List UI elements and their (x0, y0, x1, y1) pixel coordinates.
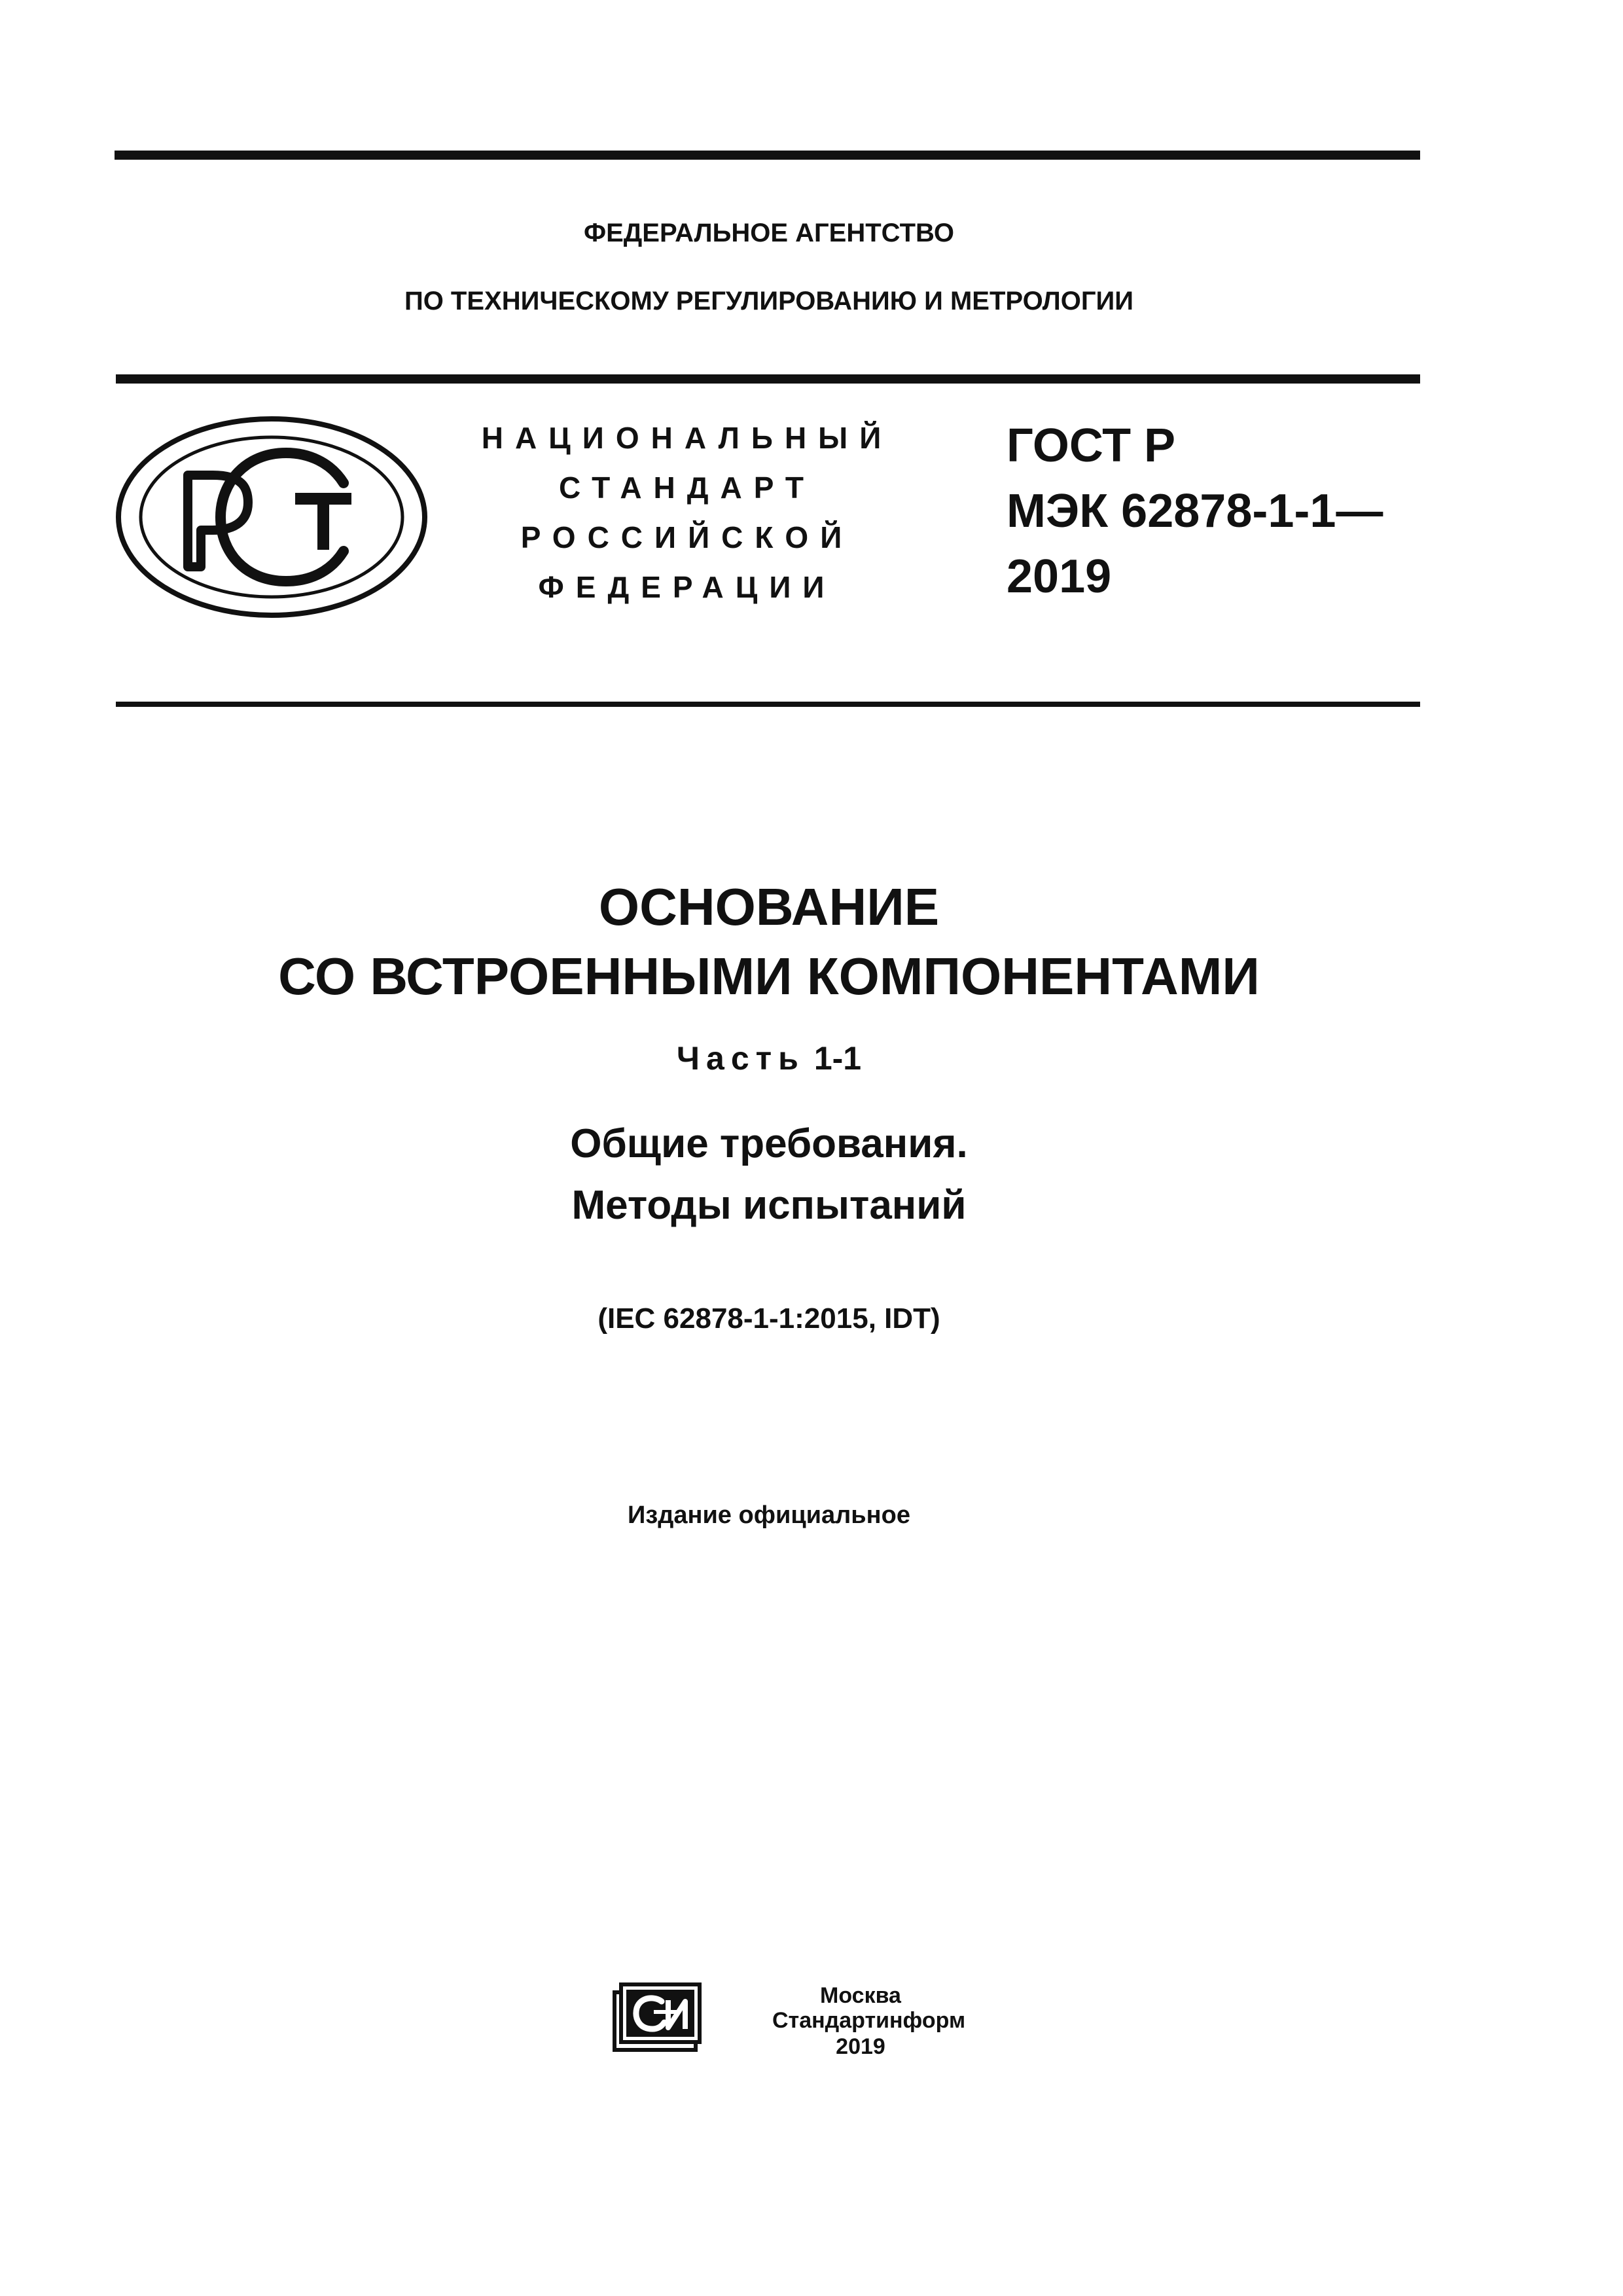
designation-line-2: МЭК 62878-1-1— (1007, 485, 1383, 537)
rst-certification-mark-icon (115, 415, 429, 619)
agency-line-2: ПО ТЕХНИЧЕСКОМУ РЕГУЛИРОВАНИЮ И МЕТРОЛОГИИ (404, 287, 1134, 315)
standartinform-logo-icon (612, 1982, 704, 2054)
part-word: Часть (676, 1040, 805, 1077)
subtitle-line-1: Общие требования. (570, 1121, 968, 1166)
part-number: 1-1 (813, 1040, 862, 1077)
part-label (0, 1039, 1538, 1077)
edition-label: Издание официальное (628, 1501, 910, 1529)
title-line-1: ОСНОВАНИЕ (598, 878, 940, 936)
header-bottom-rule (116, 702, 1420, 707)
publisher-year: 2019 (836, 2034, 885, 2059)
national-standard-line-2: СТАНДАРТ (559, 471, 815, 505)
national-standard-line-3: РОССИЙСКОЙ (520, 520, 854, 554)
national-standard-line-4: ФЕДЕРАЦИИ (538, 570, 836, 604)
designation-line-1: ГОСТ Р (1007, 420, 1176, 472)
publisher-name: Стандартинформ (772, 2008, 966, 2033)
subtitle-line-2: Методы испытаний (571, 1183, 967, 1228)
top-rule (115, 151, 1420, 160)
international-standard-reference: (IEC 62878-1-1:2015, IDT) (597, 1302, 940, 1335)
title-line-2: СО ВСТРОЕННЫМИ КОМПОНЕНТАМИ (278, 947, 1260, 1005)
publisher-city: Москва (820, 1983, 901, 2008)
national-standard-line-1: НАЦИОНАЛЬНЫЙ (481, 421, 893, 455)
agency-line-1: ФЕДЕРАЛЬНОЕ АГЕНТСТВО (583, 219, 955, 247)
header-top-rule (116, 374, 1420, 384)
designation-line-3: 2019 (1007, 550, 1112, 603)
